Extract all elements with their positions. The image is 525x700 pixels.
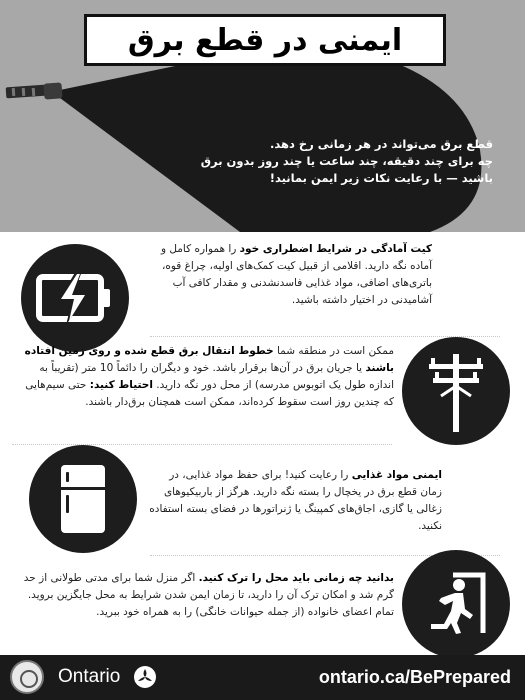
section-body: را همواره کامل و آماده نگه دارید. اقلامی از قبیل کیت کمک‌های اولیه، چراغ قوه، باتری‌های اضافی، مواد غذایی فاسدنشدنی و مقدار کافی آب آشامیدنی در اختیار داشته باشید.	[160, 243, 432, 306]
intro-line: چه برای چند دقیقه، چند ساعت یا چند روز بدون برق	[200, 154, 493, 168]
section-body: یا جریان برق در آن‌ها برقرار باشد. خود و دیگران را دائماً 10 متر (تقریباً به اندازه طول یک اتوبوس مدرسه) از محل دور نگه دارید.	[39, 362, 394, 391]
section-body-2: حتی سیم‌هایی که چندین روز است سقوط کرده‌اند، ممکن است همچنان برق‌دار باشند.	[25, 379, 394, 408]
brand-name: Ontario	[58, 666, 121, 687]
ontario-seal-icon	[10, 660, 44, 694]
section-text	[12, 343, 394, 411]
battery-charging-icon	[21, 244, 129, 352]
section-text	[147, 241, 432, 309]
section-lead: خطوط انتقال برق قطع شده و روی زمین افتاده باشند	[24, 345, 394, 374]
section-emergency-kit	[0, 232, 525, 344]
section-text	[12, 570, 394, 621]
footer	[0, 655, 525, 700]
trillium-logo-icon	[134, 666, 156, 688]
section-lead: بدانید چه زمانی باید محل را ترک کنید.	[198, 572, 394, 584]
intro-line: باشید — با رعایت نکات زیر ایمن بمانید!	[269, 171, 493, 185]
section-lead: کیت آمادگی در شرایط اضطراری خود	[239, 243, 432, 255]
section-food-safety	[0, 445, 525, 557]
power-pole-icon	[402, 337, 510, 445]
title-box	[84, 14, 446, 66]
section-intro: ممکن است در منطقه شما	[276, 345, 394, 357]
section-text	[147, 467, 442, 535]
website-link[interactable]: ontario.ca/BePrepared	[318, 667, 511, 687]
section-lead: ایمنی مواد غذایی	[351, 469, 442, 481]
flashlight-icon	[6, 82, 63, 99]
hero-banner	[0, 0, 525, 232]
section-evacuate	[0, 556, 525, 654]
exit-sign-icon	[402, 550, 510, 658]
section-body: را رعایت کنید! برای حفظ مواد غذایی، در زمان قطع برق در یخچال را بسته نگه دارید. هرگز از باربیکیوهای زغالی یا گازی، اجاق‌های کمپینگ یا ژنراتورها در فضای بسته استفاده نکنید.	[149, 469, 442, 532]
section-lead-2: احتیاط کنید:	[89, 379, 153, 391]
page-title: ایمنی در قطع برق	[127, 22, 403, 58]
intro-text	[193, 136, 493, 187]
section-body: اگر منزل شما برای مدتی طولانی از حد گرم شد و امکان ترک آن را دارید، تا زمان ایمن شدن شرایط به محل جایگزین بروید. تمام اعضای خانواده (از جمله حیوانات خانگی) را به همراه خود ببرید.	[23, 572, 394, 618]
intro-line: قطع برق می‌تواند در هر زمانی رخ دهد.	[269, 137, 493, 151]
section-power-lines	[0, 337, 525, 445]
refrigerator-icon	[29, 445, 137, 553]
